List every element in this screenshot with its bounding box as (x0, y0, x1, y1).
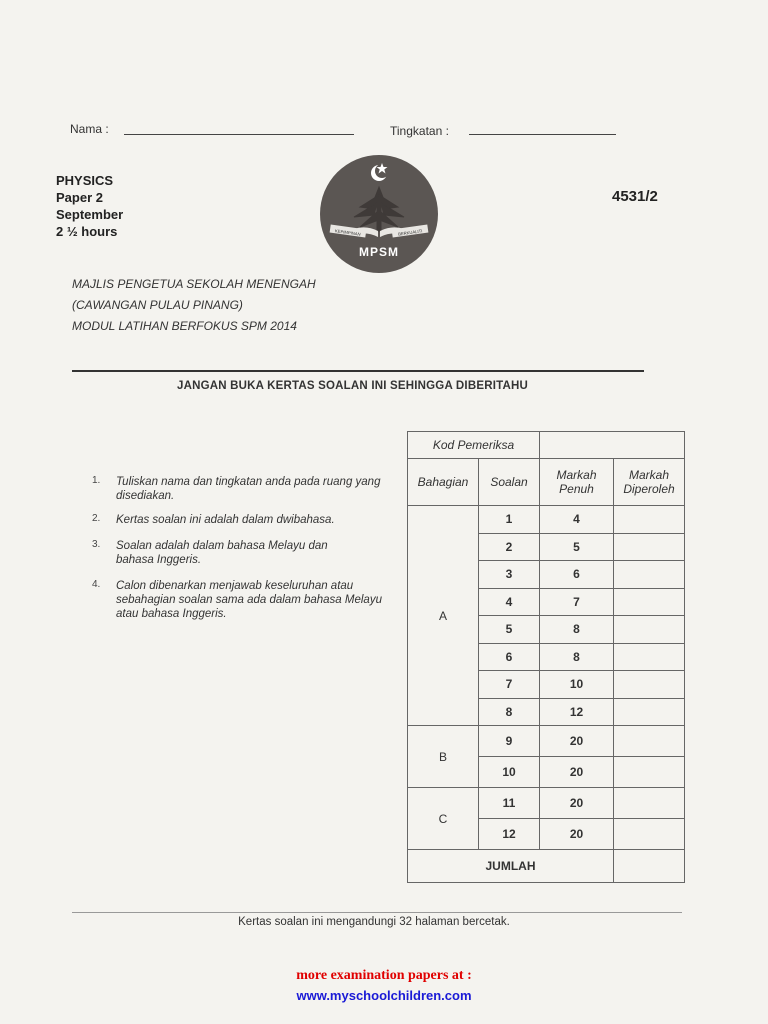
name-label: Nama : (70, 122, 109, 136)
org-line-2: (CAWANGAN PULAU PINANG) (72, 298, 243, 312)
logo-text: MPSM (359, 245, 399, 259)
ribbon-right-text: BERKUALITI (397, 228, 423, 237)
exam-month: September (56, 207, 124, 222)
markah-penuh-cell: 20 (540, 819, 614, 850)
markah-penuh-cell: 8 (540, 616, 614, 644)
markah-diperoleh-cell[interactable] (614, 819, 685, 850)
markah-penuh-cell: 12 (540, 698, 614, 726)
soalan-cell: 6 (479, 643, 540, 671)
soalan-cell: 9 (479, 726, 540, 757)
paper-number: Paper 2 (56, 190, 103, 205)
section-c-cell: C (408, 788, 479, 850)
header-divider (72, 370, 644, 372)
footer-divider (72, 912, 682, 913)
col-bahagian-header: Bahagian (408, 459, 479, 506)
jumlah-cell[interactable] (614, 850, 685, 883)
soalan-cell: 8 (479, 698, 540, 726)
soalan-cell: 1 (479, 506, 540, 534)
ribbon-left-text: KEPIMPINAN (334, 228, 361, 237)
section-b-cell: B (408, 726, 479, 788)
instruction-text: Tuliskan nama dan tingkatan anda pada ruang yang disediakan. (116, 476, 381, 502)
soalan-cell: 7 (479, 671, 540, 699)
markah-penuh-cell: 10 (540, 671, 614, 699)
instruction-text: Soalan adalah dalam bahasa Melayu dan bahasa Inggeris. (116, 540, 328, 566)
form-label: Tingkatan : (390, 124, 449, 138)
markah-diperoleh-cell[interactable] (614, 698, 685, 726)
form-field[interactable] (469, 134, 616, 135)
soalan-cell: 3 (479, 561, 540, 589)
mpsm-logo (320, 155, 438, 273)
subject-block (56, 172, 123, 240)
instruction-text: Kertas soalan ini adalah dalam dwibahasa. (116, 514, 335, 526)
name-field[interactable] (124, 134, 354, 135)
col-soalan-header: Soalan (479, 459, 540, 506)
markah-penuh-cell: 20 (540, 757, 614, 788)
instruction-number: 1. (92, 475, 101, 486)
markah-diperoleh-cell[interactable] (614, 757, 685, 788)
markah-penuh-cell: 6 (540, 561, 614, 589)
instruction-number: 3. (92, 539, 101, 550)
exam-duration: 2 ½ hours (56, 224, 118, 239)
soalan-cell: 2 (479, 533, 540, 561)
col-markah-diperoleh-header: Markah Diperoleh (614, 459, 685, 506)
promo-line-1: more examination papers at : (296, 968, 472, 983)
jumlah-label: JUMLAH (408, 850, 614, 883)
soalan-cell: 11 (479, 788, 540, 819)
markah-penuh-cell: 20 (540, 788, 614, 819)
warning-text: JANGAN BUKA KERTAS SOALAN INI SEHINGGA DIBERITAHU (177, 380, 528, 392)
soalan-cell: 5 (479, 616, 540, 644)
markah-diperoleh-cell[interactable] (614, 561, 685, 589)
subject-title: PHYSICS (56, 173, 114, 188)
soalan-cell: 4 (479, 588, 540, 616)
page-count-text: Kertas soalan ini mengandungi 32 halaman bercetak. (238, 916, 510, 928)
markah-diperoleh-cell[interactable] (614, 506, 685, 534)
markah-diperoleh-cell[interactable] (614, 643, 685, 671)
promo-link[interactable]: www.myschoolchildren.com (296, 988, 472, 1003)
markah-penuh-cell: 7 (540, 588, 614, 616)
markah-penuh-cell: 20 (540, 726, 614, 757)
instructions-list (92, 475, 392, 621)
soalan-cell: 10 (479, 757, 540, 788)
org-line-1: MAJLIS PENGETUA SEKOLAH MENENGAH (72, 277, 316, 291)
markah-diperoleh-cell[interactable] (614, 533, 685, 561)
markah-penuh-cell: 4 (540, 506, 614, 534)
instruction-item (92, 579, 392, 621)
markah-penuh-cell: 8 (540, 643, 614, 671)
markah-diperoleh-cell[interactable] (614, 671, 685, 699)
col-markah-penuh-header: Markah Penuh (540, 459, 614, 506)
markah-diperoleh-cell[interactable] (614, 616, 685, 644)
organisation-block (72, 274, 316, 337)
section-a-cell: A (408, 506, 479, 726)
marks-table (407, 431, 685, 883)
markah-diperoleh-cell[interactable] (614, 788, 685, 819)
org-line-3: MODUL LATIHAN BERFOKUS SPM 2014 (72, 319, 297, 333)
instruction-item (92, 513, 392, 527)
soalan-cell: 12 (479, 819, 540, 850)
kod-pemeriksa-header: Kod Pemeriksa (408, 432, 540, 459)
markah-penuh-cell: 5 (540, 533, 614, 561)
markah-diperoleh-cell[interactable] (614, 588, 685, 616)
instruction-item (92, 475, 392, 503)
instruction-text: Calon dibenarkan menjawab keseluruhan atau sebahagian soalan sama ada dalam bahasa Melayu atau bahasa Inggeris. (116, 580, 382, 620)
kod-pemeriksa-cell[interactable] (540, 432, 685, 459)
paper-code: 4531/2 (612, 188, 658, 205)
instruction-number: 2. (92, 513, 101, 524)
instruction-number: 4. (92, 579, 101, 590)
markah-diperoleh-cell[interactable] (614, 726, 685, 757)
instruction-item (92, 539, 392, 567)
